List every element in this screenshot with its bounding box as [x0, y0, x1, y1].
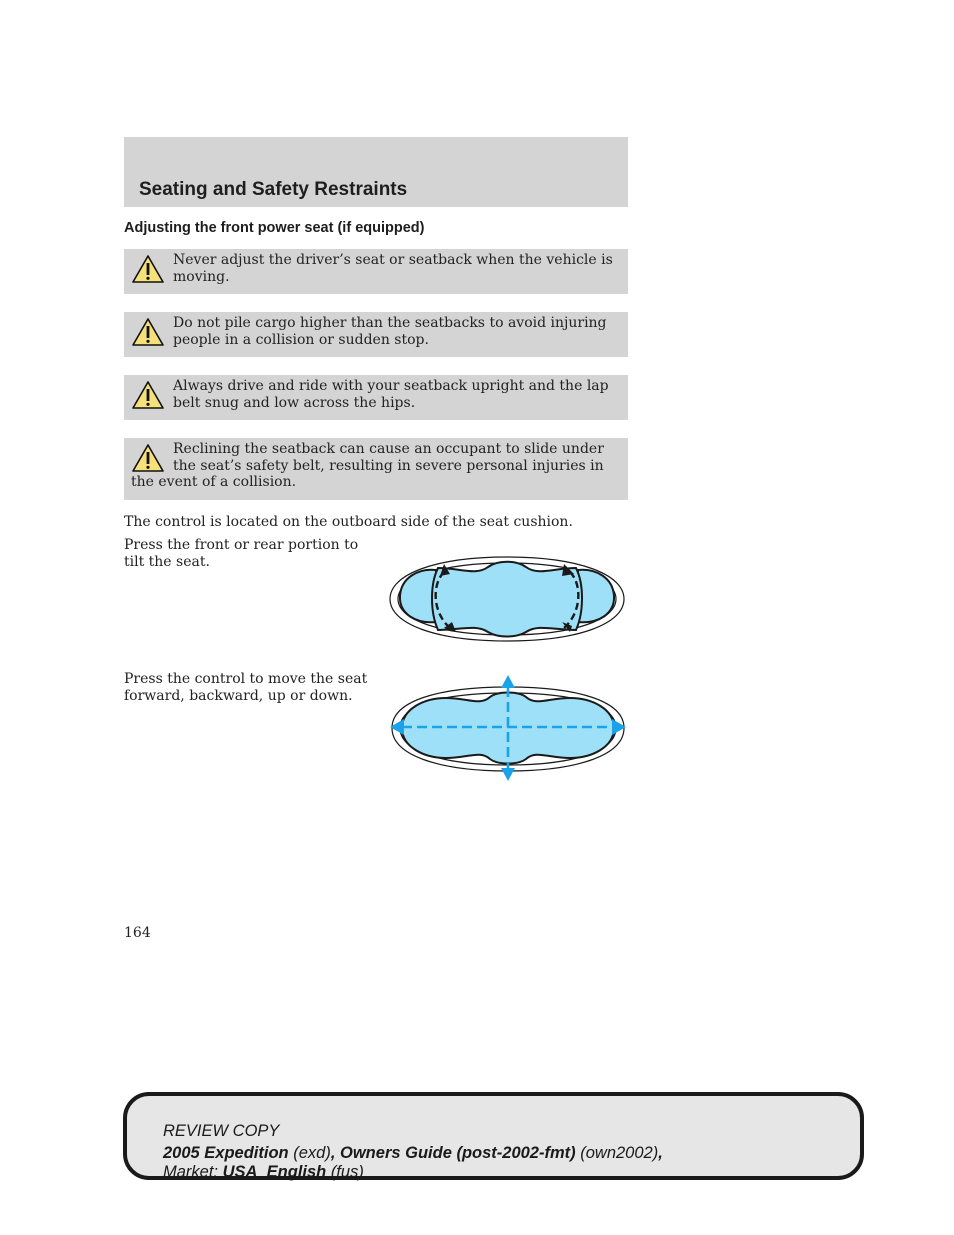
- footer-model: 2005 Expedition: [163, 1144, 289, 1162]
- move-instruction-text: Press the control to move the seat forward, backward, up or down.: [124, 671, 368, 704]
- warning-triangle-icon: [131, 380, 165, 410]
- warning-triangle-icon: [131, 317, 165, 347]
- control-location-text: The control is located on the outboard side of the seat cushion.: [124, 514, 573, 530]
- warning-text: Always drive and ride with your seatback upright and the lap belt snug and low across the hips.: [173, 378, 609, 411]
- section-title: Seating and Safety Restraints: [139, 179, 408, 200]
- warning-text: Reclining the seatback can cause an occupant to slide under the seat’s safety belt, resulting in severe personal injuries in the event of a collision.: [131, 441, 604, 490]
- warning-text: Never adjust the driver’s seat or seatback when the vehicle is moving.: [173, 252, 613, 285]
- tilt-center-pad: [432, 562, 582, 637]
- warning-box: [124, 375, 628, 420]
- tilt-instruction-text: Press the front or rear portion to tilt the seat.: [124, 537, 359, 570]
- page-number: 164: [124, 925, 151, 941]
- warning-box: [124, 249, 628, 294]
- footer-market-line: [163, 1163, 364, 1182]
- warning-triangle-icon: [131, 254, 165, 284]
- seat-move-control-diagram: [388, 673, 628, 783]
- footer-guide: Owners Guide (post-2002-fmt): [340, 1144, 576, 1162]
- footer-market-label: Market:: [163, 1163, 219, 1181]
- seat-tilt-control-diagram: [388, 554, 626, 644]
- warning-box: [124, 312, 628, 357]
- section-header: [124, 137, 628, 207]
- warning-box: [124, 438, 628, 500]
- footer-guide-code: (own2002): [580, 1144, 659, 1162]
- footer-market-code: (fus): [330, 1163, 364, 1181]
- footer-document-line: [163, 1144, 663, 1163]
- warning-text: Do not pile cargo higher than the seatbacks to avoid injuring people in a collision or sudden stop.: [173, 315, 607, 348]
- footer-review-copy: REVIEW COPY: [163, 1122, 280, 1140]
- review-copy-footer: [123, 1092, 864, 1180]
- warning-triangle-icon: [131, 443, 165, 473]
- subheading: Adjusting the front power seat (if equipped): [124, 220, 425, 236]
- footer-separator: ,: [330, 1144, 336, 1162]
- footer-market: USA_English: [222, 1163, 327, 1181]
- footer-model-code: (exd): [293, 1144, 331, 1162]
- footer-separator: ,: [658, 1144, 663, 1162]
